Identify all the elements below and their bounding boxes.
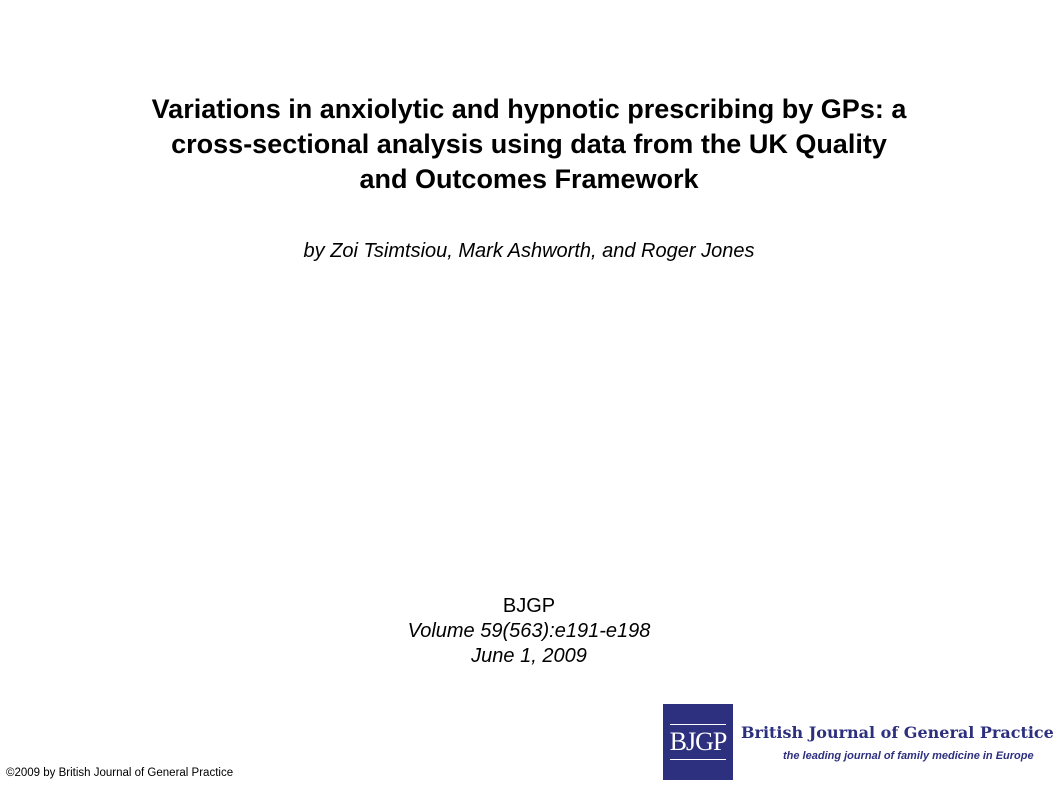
article-title-line-1: Variations in anxiolytic and hypnotic prescribing by GPs: a xyxy=(151,94,907,124)
article-citation xyxy=(0,594,1058,669)
copyright-notice: ©2009 by British Journal of General Practice xyxy=(6,767,234,779)
article-authors: by Zoi Tsimtsiou, Mark Ashworth, and Roger Jones xyxy=(303,240,755,262)
bjgp-logo xyxy=(663,704,1054,780)
citation-date: June 1, 2009 xyxy=(471,645,587,667)
article-title-line-2: cross-sectional analysis using data from the UK Quality xyxy=(171,129,887,159)
bjgp-logo-tagline: the leading journal of family medicine in Europe xyxy=(783,749,1034,762)
article-title-line-3: and Outcomes Framework xyxy=(359,164,699,194)
citation-volume: Volume 59(563):e191-e198 xyxy=(407,620,651,642)
bjgp-logo-mark-text: BJGP xyxy=(670,724,727,760)
citation-journal: BJGP xyxy=(502,595,556,617)
bjgp-logo-mark xyxy=(663,704,733,780)
article-title xyxy=(60,92,998,197)
bjgp-logo-text xyxy=(741,723,1054,762)
bjgp-logo-name: British Journal of General Practice xyxy=(741,722,1054,742)
